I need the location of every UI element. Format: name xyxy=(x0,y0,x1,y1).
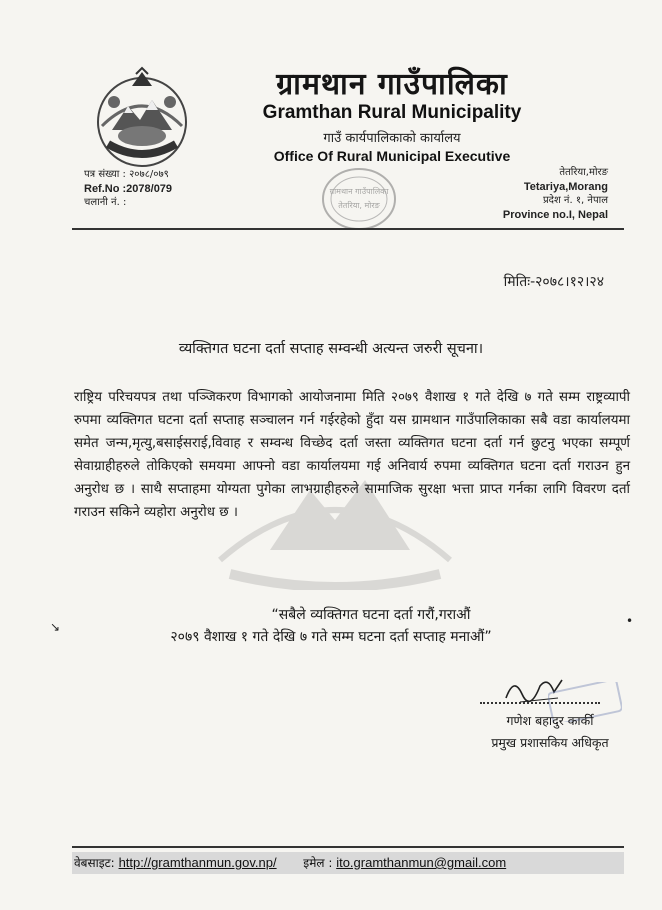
patra-sankhya: पत्र संख्या : २०७८/०७९ xyxy=(84,169,169,180)
slogan-line-1: “सबैले व्यक्तिगत घटना दर्ता गरौं,गराऔं xyxy=(271,607,471,623)
website-link[interactable]: http://gramthanmun.gov.np/ xyxy=(118,855,277,870)
slogan-line-2: २०७९ वैशाख १ गते देखि ७ गते सम्म घटना दर्ता सप्ताह मनाऔं” xyxy=(170,629,492,645)
pen-mark: ↘ xyxy=(50,620,61,634)
ref-no: Ref.No :2078/079 xyxy=(84,183,173,195)
province-np: प्रदेश नं. १, नेपाल xyxy=(542,195,608,206)
dot-mark: • xyxy=(626,614,634,628)
chalani-no: चलानी नं. : xyxy=(84,197,127,208)
letter-date: मितिः-२०७८।१२।२४ xyxy=(503,274,604,290)
signatory-designation: प्रमुख प्रशासकिय अधिकृत xyxy=(491,735,609,750)
signatory-block xyxy=(480,710,620,754)
place-np: तेतरिया,मोरङ xyxy=(559,167,608,178)
slogan-block xyxy=(0,604,662,648)
notice-body: राष्ट्रिय परिचयपत्र तथा पञ्जिकरण विभागको आयोजनामा मिति २०७९ वैशाख १ गते देखि ७ गते सम्म राष्ट्रव्यापी रुपमा व्यक्तिगत घटना दर्ता सप्ताह सञ्चालन गर्न गईरहेको हुँदा यस ग्रामथान गाउँपालिकाका सबै वडा कार्यालयमा समेत जन्म,मृत्यु,बसाईसराई,विवाह र सम्वन्ध विच्छेद दर्ता जस्ता व्यक्तिगत घटना दर्ता गर्न छुटनु भएका सम्पूर्ण सेवाग्राहीहरुले तोकिएको समयमा आफ्नो वडा कार्यालयमा गई अनिवार्य रुपमा व्यक्तिगत घटना दर्ता गराउन हुन अनुरोध छ । साथै सप्ताहमा योग्यता पुगेका लाभग्राहीहरुले सामाजिक सुरक्षा भत्ता प्राप्त गर्नका लागि विवरण दर्ता गराउन सकिने व्यहोरा अनुरोध छ । xyxy=(74,390,630,520)
footer-contact xyxy=(72,852,624,874)
reference-block xyxy=(84,168,172,210)
footer-divider xyxy=(72,846,624,848)
municipality-title-np: ग्रामथान गाउँपालिका xyxy=(276,67,508,102)
signature-line xyxy=(480,702,600,704)
signatory-name: गणेश बहादुर कार्की xyxy=(506,713,594,728)
municipality-title-en: Gramthan Rural Municipality xyxy=(262,102,522,123)
nepal-emblem-icon xyxy=(88,66,196,170)
svg-text:तेतरिया, मोरङ: तेतरिया, मोरङ xyxy=(338,201,380,210)
office-seal-icon xyxy=(320,166,398,232)
website-label: वेबसाइट: xyxy=(74,856,115,870)
place-en: Tetariya,Morang xyxy=(523,181,608,193)
address-block xyxy=(503,166,608,222)
header-divider xyxy=(72,228,624,230)
province-en: Province no.I, Nepal xyxy=(502,209,608,221)
office-title-np: गाउँ कार्यपालिकाको कार्यालय xyxy=(323,131,461,146)
email-label: इमेल : xyxy=(303,856,333,870)
svg-text:ग्रामथान गाउँपालिका: ग्रामथान गाउँपालिका xyxy=(329,187,389,196)
notice-subject: व्यक्तिगत घटना दर्ता सप्ताह सम्वन्धी अत्यन्त जरुरी सूचना। xyxy=(178,341,484,357)
email-link[interactable]: ito.gramthanmun@gmail.com xyxy=(336,855,507,870)
office-title-en: Office Of Rural Municipal Executive xyxy=(273,148,511,164)
